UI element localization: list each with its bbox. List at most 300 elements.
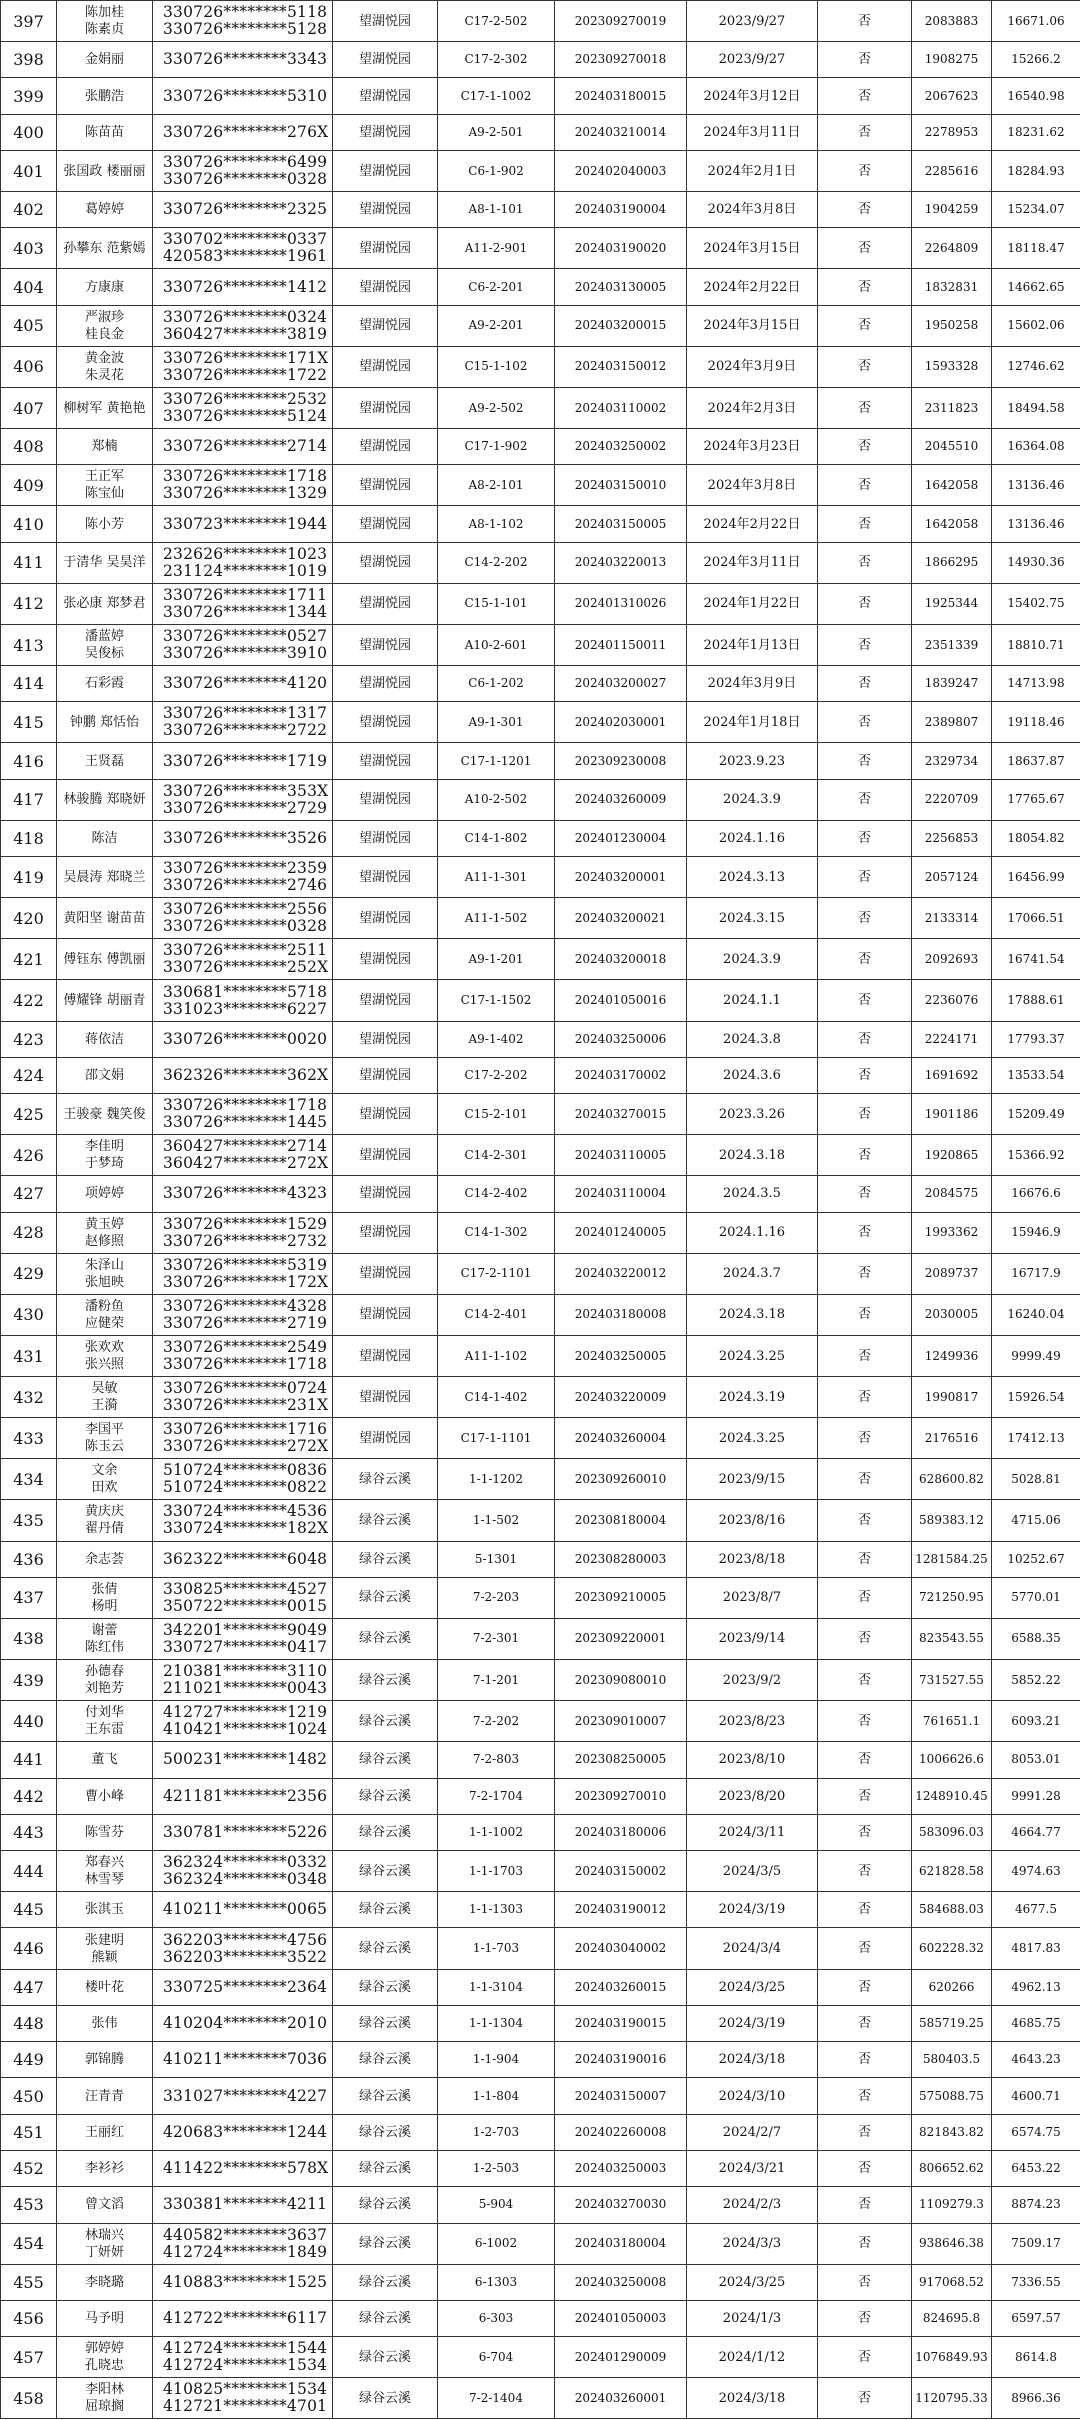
flag-value: 否 (818, 150, 912, 191)
total-amount: 580403.5 (912, 2042, 992, 2078)
unit-price: 16456.99 (992, 857, 1080, 898)
flag-value: 否 (818, 1294, 912, 1335)
contract-number: 202401050003 (555, 2300, 687, 2336)
contract-number: 202401290009 (555, 2337, 687, 2378)
unit-number: C17-2-202 (438, 1057, 555, 1093)
unit-price: 10252.67 (992, 1541, 1080, 1577)
row-number: 436 (1, 1541, 57, 1577)
total-amount: 1593328 (912, 346, 992, 387)
table-row (1, 1928, 1080, 1969)
unit-price: 16676.6 (992, 1176, 1080, 1212)
id-number-line: 360427********272X (163, 1154, 329, 1173)
project-name: 绿谷云溪 (333, 1742, 438, 1778)
project-name: 望湖悦园 (333, 114, 438, 150)
contract-number: 202403200018 (555, 939, 687, 980)
row-number: 435 (1, 1500, 57, 1541)
contract-number: 202403220012 (555, 1253, 687, 1294)
id-number (153, 114, 333, 150)
id-number (153, 506, 333, 542)
sign-date: 2023/9/2 (687, 1660, 818, 1701)
unit-price: 18118.47 (992, 228, 1080, 269)
unit-number: 7-1-201 (438, 1660, 555, 1701)
row-number: 424 (1, 1057, 57, 1093)
project-name: 绿谷云溪 (333, 1577, 438, 1618)
row-number: 399 (1, 78, 57, 114)
id-number-line: 330726********0724 (163, 1379, 328, 1398)
unit-number: A9-2-501 (438, 114, 555, 150)
unit-number: 7-2-203 (438, 1577, 555, 1618)
buyer-name-line: 汪青青 (84, 2088, 124, 2104)
id-number (153, 666, 333, 702)
row-number: 451 (1, 2114, 57, 2150)
total-amount: 575088.75 (912, 2078, 992, 2114)
id-number (153, 1135, 333, 1176)
unit-number: C14-1-802 (438, 820, 555, 856)
buyer-name (57, 1459, 153, 1500)
buyer-name-line: 陈苗苗 (84, 124, 124, 140)
unit-number: 6-704 (438, 2337, 555, 2378)
unit-price: 15234.07 (992, 192, 1080, 228)
row-number: 452 (1, 2150, 57, 2186)
table-row (1, 2187, 1080, 2223)
sign-date: 2024/3/25 (687, 2264, 818, 2300)
unit-price: 13136.46 (992, 465, 1080, 506)
contract-number: 202403250003 (555, 2150, 687, 2186)
unit-price: 5852.22 (992, 1660, 1080, 1701)
buyer-name-line: 孙攀东 范紫嫣 (63, 240, 146, 256)
unit-number: 1-1-804 (438, 2078, 555, 2114)
buyer-name (57, 150, 153, 191)
row-number: 438 (1, 1618, 57, 1659)
id-number (153, 1294, 333, 1335)
flag-value: 否 (818, 702, 912, 743)
sign-date: 2024/3/19 (687, 1892, 818, 1928)
table-row (1, 387, 1080, 428)
contract-number: 202403110004 (555, 1176, 687, 1212)
project-name: 望湖悦园 (333, 1176, 438, 1212)
row-number: 425 (1, 1094, 57, 1135)
id-number-line: 330725********2364 (163, 1977, 328, 1996)
project-name: 望湖悦园 (333, 1135, 438, 1176)
id-number-line: 330726********2549 (163, 1338, 328, 1356)
contract-number: 202309210005 (555, 1577, 687, 1618)
contract-number: 202309220001 (555, 1618, 687, 1659)
row-number: 423 (1, 1021, 57, 1057)
flag-value: 否 (818, 228, 912, 269)
id-number (153, 269, 333, 305)
sign-date: 2023.3.26 (687, 1094, 818, 1135)
buyer-name-line: 林骏腾 郑晓妍 (63, 792, 146, 808)
row-number: 455 (1, 2264, 57, 2300)
flag-value: 否 (818, 2378, 912, 2419)
id-number (153, 2042, 333, 2078)
unit-number: 1-1-3104 (438, 1969, 555, 2005)
unit-number: C14-1-302 (438, 1212, 555, 1253)
id-number (153, 1176, 333, 1212)
contract-number: 202309230008 (555, 743, 687, 779)
project-name: 绿谷云溪 (333, 2042, 438, 2078)
sign-date: 2024.3.25 (687, 1335, 818, 1376)
id-number-line: 410204********2010 (163, 2013, 328, 2032)
id-number-line: 412727********1219 (163, 1703, 328, 1722)
id-number-line: 330726********3910 (163, 644, 328, 662)
project-name: 望湖悦园 (333, 898, 438, 939)
buyer-name-line: 陈加桂 (84, 5, 124, 21)
id-number-line: 330726********2729 (163, 798, 328, 817)
id-number (153, 1928, 333, 1969)
total-amount: 2329734 (912, 743, 992, 779)
flag-value: 否 (818, 1701, 912, 1742)
total-amount: 602228.32 (912, 1928, 992, 1969)
unit-number: C17-1-902 (438, 429, 555, 465)
flag-value: 否 (818, 114, 912, 150)
total-amount: 2084575 (912, 1176, 992, 1212)
sign-date: 2023/9/14 (687, 1618, 818, 1659)
buyer-name-line: 张淇玉 (84, 1902, 124, 1918)
total-amount: 1120795.33 (912, 2378, 992, 2419)
table-row (1, 42, 1080, 78)
id-number-line: 211021********0043 (163, 1679, 328, 1698)
buyer-name (57, 2378, 153, 2419)
project-name: 绿谷云溪 (333, 1892, 438, 1928)
buyer-name-line: 孔晓忠 (84, 2358, 124, 2374)
project-name: 望湖悦园 (333, 939, 438, 980)
flag-value: 否 (818, 1928, 912, 1969)
row-number: 407 (1, 387, 57, 428)
id-number-line: 330726********2732 (163, 1231, 328, 1250)
buyer-name-line: 楼叶花 (84, 1979, 124, 1995)
sign-date: 2024年3月15日 (687, 228, 818, 269)
buyer-name-line: 于清华 吴昊洋 (63, 555, 146, 571)
row-number: 397 (1, 1, 57, 42)
id-number-line: 232626********1023 (163, 544, 328, 563)
sign-date: 2024/3/18 (687, 2042, 818, 2078)
project-name: 望湖悦园 (333, 779, 438, 820)
id-number-line: 330726********5118 (163, 3, 328, 22)
flag-value: 否 (818, 192, 912, 228)
id-number-line: 510724********0836 (163, 1461, 328, 1480)
id-number (153, 857, 333, 898)
contract-number: 202403180008 (555, 1294, 687, 1335)
id-number (153, 1500, 333, 1541)
buyer-name (57, 387, 153, 428)
id-number-line: 330726********0527 (163, 627, 328, 645)
id-number-line: 330724********4536 (163, 1502, 328, 1521)
buyer-name-line: 陈小芳 (84, 516, 124, 532)
buyer-name-line: 李佳明 (84, 1139, 124, 1155)
project-name: 绿谷云溪 (333, 1928, 438, 1969)
total-amount: 1281584.25 (912, 1541, 992, 1577)
buyer-name-line: 张国政 楼丽丽 (63, 163, 146, 179)
sign-date: 2024.3.18 (687, 1294, 818, 1335)
total-amount: 1904259 (912, 192, 992, 228)
unit-price: 18810.71 (992, 624, 1080, 665)
id-number (153, 1618, 333, 1659)
buyer-name (57, 1742, 153, 1778)
project-name: 望湖悦园 (333, 1253, 438, 1294)
id-number (153, 192, 333, 228)
id-number-line: 330726********4120 (163, 674, 328, 693)
contract-number: 202403200015 (555, 305, 687, 346)
buyer-name-line: 林雪琴 (84, 1872, 124, 1888)
flag-value: 否 (818, 346, 912, 387)
row-number: 443 (1, 1814, 57, 1850)
unit-number: C14-2-202 (438, 542, 555, 583)
unit-number: A9-1-201 (438, 939, 555, 980)
row-number: 450 (1, 2078, 57, 2114)
flag-value: 否 (818, 1057, 912, 1093)
contract-number: 202403250005 (555, 1335, 687, 1376)
id-number (153, 702, 333, 743)
table-row (1, 78, 1080, 114)
table-row (1, 702, 1080, 743)
project-name: 望湖悦园 (333, 150, 438, 191)
contract-number: 202309270019 (555, 1, 687, 42)
unit-price: 7509.17 (992, 2223, 1080, 2264)
total-amount: 821843.82 (912, 2114, 992, 2150)
total-amount: 2057124 (912, 857, 992, 898)
id-number (153, 346, 333, 387)
table-row (1, 192, 1080, 228)
buyer-name (57, 1928, 153, 1969)
flag-value: 否 (818, 1851, 912, 1892)
buyer-name-line: 张欢欢 (84, 1340, 124, 1355)
sign-date: 2024.3.18 (687, 1135, 818, 1176)
id-number-line: 330726********1718 (163, 1096, 328, 1115)
unit-price: 9999.49 (992, 1335, 1080, 1376)
sign-date: 2024年2月1日 (687, 150, 818, 191)
flag-value: 否 (818, 1335, 912, 1376)
total-amount: 1901186 (912, 1094, 992, 1135)
table-row (1, 1335, 1080, 1376)
table-row (1, 429, 1080, 465)
buyer-name-line: 潘蓝婷 (84, 629, 124, 644)
id-number-line: 330726********1329 (163, 484, 328, 503)
buyer-name-line: 赵修照 (84, 1233, 124, 1249)
buyer-name-line: 林瑞兴 (84, 2227, 124, 2243)
total-amount: 2220709 (912, 779, 992, 820)
table-row (1, 1969, 1080, 2005)
id-number-line: 420683********1244 (163, 2122, 328, 2141)
row-number: 430 (1, 1294, 57, 1335)
buyer-name-line: 朱泽山 (84, 1257, 124, 1273)
buyer-name-line: 王丽红 (84, 2124, 124, 2140)
unit-number: C17-2-1101 (438, 1253, 555, 1294)
unit-number: C17-1-1101 (438, 1418, 555, 1459)
id-number (153, 1969, 333, 2005)
sign-date: 2024年2月3日 (687, 387, 818, 428)
unit-number: 7-2-202 (438, 1701, 555, 1742)
flag-value: 否 (818, 2264, 912, 2300)
row-number: 433 (1, 1418, 57, 1459)
sign-date: 2024.3.25 (687, 1418, 818, 1459)
id-number-line: 330726********2556 (163, 900, 328, 919)
project-name: 绿谷云溪 (333, 1541, 438, 1577)
id-number-line: 330726********4323 (163, 1184, 328, 1203)
project-name: 望湖悦园 (333, 192, 438, 228)
contract-number: 202403180004 (555, 2223, 687, 2264)
id-number-line: 342201********9049 (163, 1620, 328, 1639)
buyer-name-line: 石彩霞 (84, 676, 124, 692)
flag-value: 否 (818, 666, 912, 702)
sign-date: 2024/3/19 (687, 2005, 818, 2041)
project-name: 望湖悦园 (333, 506, 438, 542)
id-number (153, 1814, 333, 1850)
id-number-line: 510724********0822 (163, 1478, 328, 1497)
unit-number: C14-2-301 (438, 1135, 555, 1176)
unit-number: A9-2-201 (438, 305, 555, 346)
total-amount: 2092693 (912, 939, 992, 980)
table-row (1, 666, 1080, 702)
id-number (153, 305, 333, 346)
row-number: 416 (1, 743, 57, 779)
flag-value: 否 (818, 583, 912, 624)
buyer-name-line: 方康康 (84, 279, 124, 295)
table-row (1, 2114, 1080, 2150)
contract-number: 202403200001 (555, 857, 687, 898)
buyer-name (57, 1618, 153, 1659)
flag-value: 否 (818, 506, 912, 542)
flag-value: 否 (818, 42, 912, 78)
id-number-line: 330726********5124 (163, 407, 328, 425)
contract-number: 202403250008 (555, 2264, 687, 2300)
id-number (153, 820, 333, 856)
table-row (1, 1176, 1080, 1212)
sign-date: 2023/8/7 (687, 1577, 818, 1618)
table-row (1, 2150, 1080, 2186)
total-amount: 2311823 (912, 387, 992, 428)
unit-number: 1-1-1303 (438, 1892, 555, 1928)
flag-value: 否 (818, 1253, 912, 1294)
buyer-name-line: 陈红伟 (84, 1639, 124, 1655)
unit-price: 16671.06 (992, 1, 1080, 42)
total-amount: 1866295 (912, 542, 992, 583)
row-number: 457 (1, 2337, 57, 2378)
sign-date: 2024年2月22日 (687, 506, 818, 542)
flag-value: 否 (818, 2042, 912, 2078)
id-number-line: 330825********4527 (163, 1579, 328, 1598)
row-number: 453 (1, 2187, 57, 2223)
unit-number: A10-2-601 (438, 624, 555, 665)
unit-number: 1-2-703 (438, 2114, 555, 2150)
id-number (153, 1459, 333, 1500)
flag-value: 否 (818, 980, 912, 1021)
id-number-line: 330681********5718 (163, 982, 328, 1001)
unit-number: 1-1-1002 (438, 1814, 555, 1850)
project-name: 绿谷云溪 (333, 1459, 438, 1500)
table-row (1, 1377, 1080, 1418)
flag-value: 否 (818, 2337, 912, 2378)
buyer-name-line: 陈雪芬 (84, 1824, 124, 1840)
flag-value: 否 (818, 1778, 912, 1814)
buyer-name-line: 吴敏 (91, 1381, 118, 1397)
unit-number: C6-1-202 (438, 666, 555, 702)
contract-number: 202403150012 (555, 346, 687, 387)
buyer-name-line: 于梦琦 (84, 1156, 124, 1172)
buyer-name (57, 702, 153, 743)
buyer-name (57, 1021, 153, 1057)
id-number-line: 330726********4328 (163, 1296, 328, 1315)
id-number-line: 330702********0337 (163, 230, 328, 249)
total-amount: 2264809 (912, 228, 992, 269)
contract-number: 202402040003 (555, 150, 687, 191)
sign-date: 2024年3月9日 (687, 666, 818, 702)
contract-number: 202401150011 (555, 624, 687, 665)
id-number-line: 411422********578X (163, 2159, 329, 2178)
buyer-name-line: 李晓璐 (84, 2274, 124, 2290)
sign-date: 2024.3.13 (687, 857, 818, 898)
table-row (1, 1701, 1080, 1742)
unit-number: C14-1-402 (438, 1377, 555, 1418)
buyer-name (57, 42, 153, 78)
project-name: 望湖悦园 (333, 1418, 438, 1459)
id-number-line: 330726********6499 (163, 153, 328, 171)
contract-number: 202403200021 (555, 898, 687, 939)
buyer-name (57, 2005, 153, 2041)
id-number (153, 2300, 333, 2336)
contract-number: 202403260015 (555, 1969, 687, 2005)
table-row (1, 939, 1080, 980)
table-row (1, 1212, 1080, 1253)
flag-value: 否 (818, 1021, 912, 1057)
total-amount: 1950258 (912, 305, 992, 346)
flag-value: 否 (818, 429, 912, 465)
id-number (153, 898, 333, 939)
sign-date: 2024/2/7 (687, 2114, 818, 2150)
sign-date: 2024/3/3 (687, 2223, 818, 2264)
contract-number: 202401240005 (555, 1212, 687, 1253)
id-number-line: 420583********1961 (163, 247, 328, 266)
total-amount: 628600.82 (912, 1459, 992, 1500)
total-amount: 1642058 (912, 465, 992, 506)
row-number: 402 (1, 192, 57, 228)
unit-number: 1-1-1202 (438, 1459, 555, 1500)
buyer-name-line: 王漪 (91, 1398, 118, 1414)
unit-number: A11-1-502 (438, 898, 555, 939)
unit-number: 1-1-1304 (438, 2005, 555, 2041)
buyer-name-line: 吴晨涛 郑晓兰 (63, 869, 146, 885)
project-name: 绿谷云溪 (333, 2264, 438, 2300)
buyer-name (57, 980, 153, 1021)
flag-value: 否 (818, 2005, 912, 2041)
contract-number: 202309260010 (555, 1459, 687, 1500)
buyer-name-line: 桂良金 (84, 326, 124, 342)
row-number: 458 (1, 2378, 57, 2419)
total-amount: 2389807 (912, 702, 992, 743)
buyer-name-line: 郭婷婷 (84, 2341, 124, 2357)
id-number (153, 2378, 333, 2419)
sign-date: 2024/3/10 (687, 2078, 818, 2114)
unit-number: A8-2-101 (438, 465, 555, 506)
id-number (153, 2337, 333, 2378)
table-row (1, 2337, 1080, 2378)
flag-value: 否 (818, 1500, 912, 1541)
row-number: 411 (1, 542, 57, 583)
row-number: 400 (1, 114, 57, 150)
id-number (153, 1541, 333, 1577)
id-number-line: 410421********1024 (163, 1720, 328, 1739)
table-row (1, 1500, 1080, 1541)
unit-number: A11-1-102 (438, 1335, 555, 1376)
total-amount: 2224171 (912, 1021, 992, 1057)
buyer-name-line: 张鹏浩 (84, 88, 124, 104)
contract-number: 202309010007 (555, 1701, 687, 1742)
id-number-line: 362203********4756 (163, 1930, 328, 1949)
unit-price: 4962.13 (992, 1969, 1080, 2005)
table-row (1, 2042, 1080, 2078)
unit-price: 19118.46 (992, 702, 1080, 743)
total-amount: 917068.52 (912, 2264, 992, 2300)
